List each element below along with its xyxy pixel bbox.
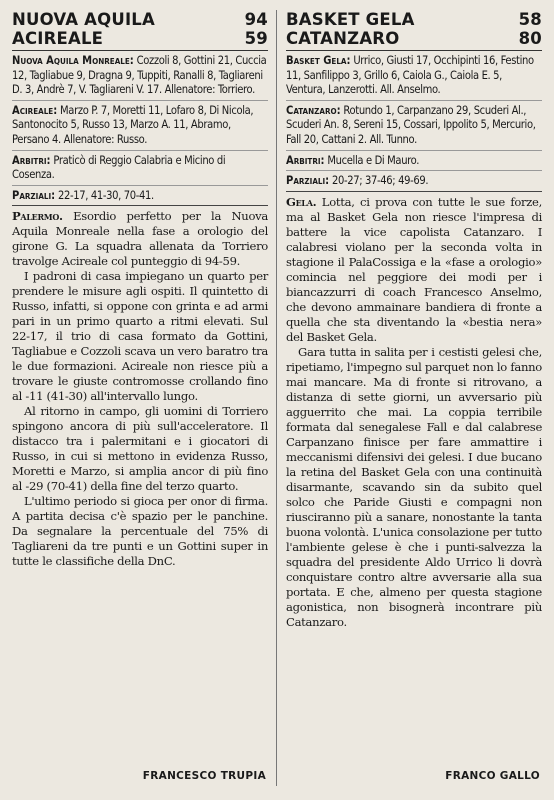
score-row-home <box>12 10 268 29</box>
paragraph: I padroni di casa impiegano un quarto per prendere le misure agli ospiti. Il quintetto di Russo, infatti, si oppone con grinta e ad armi pari in un primo quarto a ritmi elevati. Sul 22-17, il trio di casa formato da Gottini, Tagliabue e Cozzoli scava un vero baratro tra le due formazioni. Acireale non riesce più a trovare le giuste contromosse crollando fino al -11 (41-30) all'intervallo lungo. <box>12 269 268 404</box>
paragraph: Al ritorno in campo, gli uomini di Torriero spingono ancora di più sull'acceleratore. Il distacco tra i palermitani e i giocatori di Russo, in cui si mettono in evidenza Russo, Moretti e Marzo, si amplia ancor di più fino al -29 (70-41) della fine del terzo quarto. <box>12 404 268 494</box>
referees-names: Mucella e Di Mauro. <box>324 153 420 167</box>
team-name: BASKET GELA <box>286 10 415 29</box>
article-nuova-aquila-acireale <box>8 10 272 790</box>
away-lineup <box>12 104 268 151</box>
referees-label: Arbitri: <box>286 153 325 167</box>
paragraph: Palermo. Esordio perfetto per la Nuova Aquila Monreale nella fase a orologio del girone G. La squadra allenata da Torriero travolge Acireale col punteggio di 94-59. <box>12 209 268 269</box>
partials-values: 20-27; 37-46; 49-69. <box>329 174 429 188</box>
article-body <box>286 195 542 630</box>
lineup-label: Acireale: <box>12 103 58 117</box>
paragraph: Gara tutta in salita per i cestisti gelesi che, ripetiamo, l'impegno sul parquet non lo fanno mai mancare. Ma di fronte si ritrovano, a distanza di sette giorni, un avversario più agguerrito che mai. La coppia terribile formata dal senegalese Fall e dal calabrese Carpanzano finisce per fare ammattire i meccanismi difensivi dei gelesi. I due bucano la retina del Basket Gela con una continuità disarmante, scavando sin da subito quel solco che Paride Giusti e compagni non riusciranno più a sanare, nonostante la tanta buona volontà. L'unica consolazione per tutto l'ambiente gelese è che i punti-salvezza la squadra del presidente Aldo Urrico li dovrà conquistare contro altre avversarie alla sua portata. E che, almeno per questa stagione agonistica, non bisognerà incontrare più Catanzaro. <box>286 344 542 629</box>
article-gela-catanzaro <box>282 10 546 790</box>
lineup-players: Rotundo 1, Carpanzano 29, Scuderi Al., Scuderi An. 8, Sereni 15, Cossari, Ippolito 5, Mercurio, Fall 20, Cattani 2. All. Tunno. <box>286 103 536 146</box>
partials <box>286 174 542 192</box>
team-score: 58 <box>518 10 542 29</box>
lineup-players: Urrico, Giusti 17, Occhipinti 16, Festino 11, Sanfilippo 3, Grillo 6, Caiola G., Caiola E. 5, Ventura, Lanzerotti. All. Anselmo. <box>286 54 534 97</box>
partials-label: Parziali: <box>286 174 330 188</box>
partials-values: 22-17, 41-30, 70-41. <box>55 188 154 202</box>
dateline: Gela. <box>286 194 317 209</box>
article-body <box>12 209 268 569</box>
team-name: ACIREALE <box>12 29 104 48</box>
home-lineup <box>12 54 268 101</box>
paragraph: L'ultimo periodo si gioca per onor di firma. A partita decisa c'è spazio per le panchine. Da segnalare la percentuale del 75% di Tagliareni da tre punti e un Gottini super in tutte le classifiche della DnC. <box>12 494 268 569</box>
lineup-players: Marzo P. 7, Moretti 11, Lofaro 8, Di Nicola, Santonocito 5, Russo 13, Marzo A. 11, Abramo, Persano 4. Allenatore: Russo. <box>12 103 254 146</box>
lineup-label: Nuova Aquila Monreale: <box>12 54 134 67</box>
referees <box>12 154 268 186</box>
team-score: 80 <box>518 29 542 48</box>
home-lineup <box>286 54 542 101</box>
column-divider <box>276 10 277 786</box>
team-score: 94 <box>244 10 268 29</box>
lineup-label: Catanzaro: <box>286 103 341 117</box>
referees <box>286 154 542 172</box>
referees-label: Arbitri: <box>12 153 51 167</box>
team-score: 59 <box>244 29 268 48</box>
team-name: NUOVA AQUILA <box>12 10 155 29</box>
lineup-players: Cozzoli 8, Gottini 21, Cuccia 12, Tagliabue 9, Dragna 9, Tuppiti, Ranalli 8, Tagliareni D. 3, Andrè 7, V. Tagliareni V. 17. Allenatore: Torriero. <box>12 54 267 97</box>
away-lineup <box>286 104 542 151</box>
paragraph: Gela. Lotta, ci prova con tutte le sue forze, ma al Basket Gela non riesce l'impresa di battere la vice capolista Catanzaro. I calabresi violano per la seconda volta in stagione il PalaCossiga e la «fase a orologio» comincia nel peggiore dei modi per i biancazzurri di coach Francesco Anselmo, che devono ammainare bandiera di fronte a quella che sta diventando la «bestia nera» del Basket Gela. <box>286 194 542 344</box>
score-row-away <box>12 29 268 51</box>
author-byline: FRANCESCO TRUPIA <box>142 770 266 782</box>
score-row-away <box>286 29 542 51</box>
team-name: CATANZARO <box>286 29 400 48</box>
referees-names: Praticò di Reggio Calabria e Micino di Cosenza. <box>12 153 226 182</box>
author-byline: FRANCO GALLO <box>445 770 540 782</box>
score-row-home <box>286 10 542 29</box>
partials <box>12 189 268 207</box>
partials-label: Parziali: <box>12 188 56 202</box>
lineup-label: Basket Gela: <box>286 54 351 67</box>
dateline: Palermo. <box>12 209 63 224</box>
